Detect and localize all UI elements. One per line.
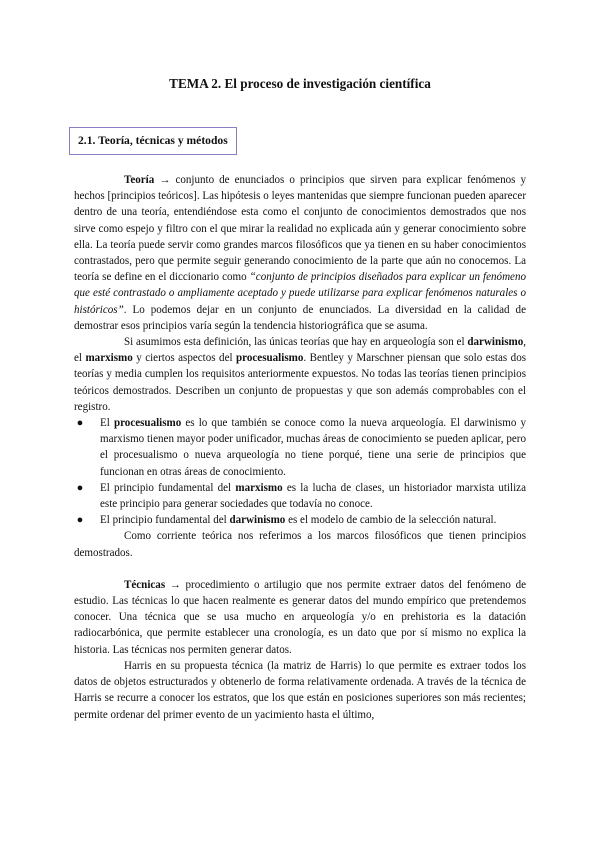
bullet-icon: ● (76, 481, 84, 494)
term-marxismo: marxismo (85, 352, 133, 365)
bullet-icon: ● (76, 417, 84, 430)
paragraph-teorias-arqueologia (74, 334, 526, 415)
paragraph-corriente-teorica: Como corriente teórica nos referimos a los marcos filosóficos que tienen principios demostrados. (74, 530, 526, 559)
term-procesualismo: procesualismo (236, 352, 304, 365)
list-item (74, 415, 526, 480)
document-body (74, 172, 526, 723)
text-run: , el (74, 336, 526, 365)
bullet-list (74, 415, 526, 528)
section-heading: 2.1. Teoría, técnicas y métodos (69, 127, 237, 155)
teoria-definition: → conjunto de enunciados o principios que sirven para explicar fenómenos y hechos [principios teóricos]. Las hipótesis o leyes mantenidas que siempre funcionan pueden aparecer dentro de una teoría, entendiéndose esta como el conjunto de conocimientos demostrados que nos sirve como espejo y filtro con el que mirar la realidad no explicada aún y generar conocimiento sobre ella. La teoría puede servir como grandes marcos filosóficos que ya tienen en su haber conocimientos contrastados, pero que permite seguir generando conocimiento de la parte que aún no conocemos. La teoría se define en el diccionario como (74, 174, 526, 284)
bold-term: darwinismo (229, 514, 286, 527)
paragraph-tecnicas (74, 577, 526, 658)
text-run: y ciertos aspectos del (132, 352, 237, 365)
teoria-after-quote: . Lo podemos dejar en un conjunto de enunciados. La diversidad en la calidad de demostrar esos principios varía según la tendencia historiográfica que se asuma. (74, 303, 526, 332)
paragraph-harris: Harris en su propuesta técnica (la matriz de Harris) lo que permite es extraer todos los datos de objetos estructurados y obtenerlo de forma relativamente ordenada. A través de la técnica de Harris se recurre a conocer los estratos, que los que están en posiciones superiores son más recientes; permite ordenar del primer evento de un yacimiento hasta el último, (74, 659, 526, 721)
text-run: es lo que también se conoce como la nueva arqueología. El darwinismo y marxismo tienen mayor poder unificador, muchas áreas de conocimiento se pueden aplicar, pero el procesualismo o nueva arqueología no tiene porqué, tiene una serie de principios que funcionan en otras áreas de conocimiento. (100, 417, 526, 478)
text-run: El principio fundamental del (100, 481, 236, 494)
text-run: . Bentley y Marschner piensan que solo estas dos teorías y media cumplen los requisitos anteriormente expuestos. No todas las teorías tienen principios teóricos demostrados. Describen un conjunto de propuestas y que son además comprobables con el registro. (74, 352, 527, 413)
text-run: Si asumimos esta definición, las únicas teorías que hay en arqueología son el (124, 336, 468, 349)
text-run: El (100, 417, 114, 430)
term-tecnicas: Técnicas (124, 578, 166, 591)
bold-term: procesualismo (113, 417, 182, 430)
text-run: es la lucha de clases, un historiador marxista utiliza este principio para generar sociedades que todavía no conoce. (100, 481, 526, 511)
term-teoria: Teoría (124, 174, 155, 186)
text-run: El principio fundamental del (100, 514, 230, 527)
bold-term: marxismo (235, 481, 283, 494)
document-title: TEMA 2. El proceso de investigación científica (169, 76, 431, 91)
paragraph-teoria (74, 172, 526, 334)
term-darwinismo: darwinismo (467, 336, 524, 349)
dictionary-quote: “conjunto de principios diseñados para explicar un fenómeno que esté contrastado o ampliamente aceptado y puede utilizarse para explicar fenómenos naturales o históricos” (74, 271, 526, 316)
list-item (74, 480, 526, 512)
list-item (74, 512, 526, 528)
text-run: es el modelo de cambio de la selección natural. (285, 514, 497, 527)
bullet-icon: ● (76, 514, 84, 527)
paragraph-gap (74, 561, 526, 577)
tecnicas-definition: → procedimiento o artilugio que nos permite extraer datos del fenómeno de estudio. Las técnicas lo que hacen realmente es generar datos del mundo empírico que pretendemos conocer. Una técnica que se usa mucho en arqueología y/o en prehistoria es la datación radiocarbónica, que permite establecer una cronología, es un dato que por sí mismo no explica la historia. Las técnicas nos permiten generar datos. (74, 578, 526, 656)
